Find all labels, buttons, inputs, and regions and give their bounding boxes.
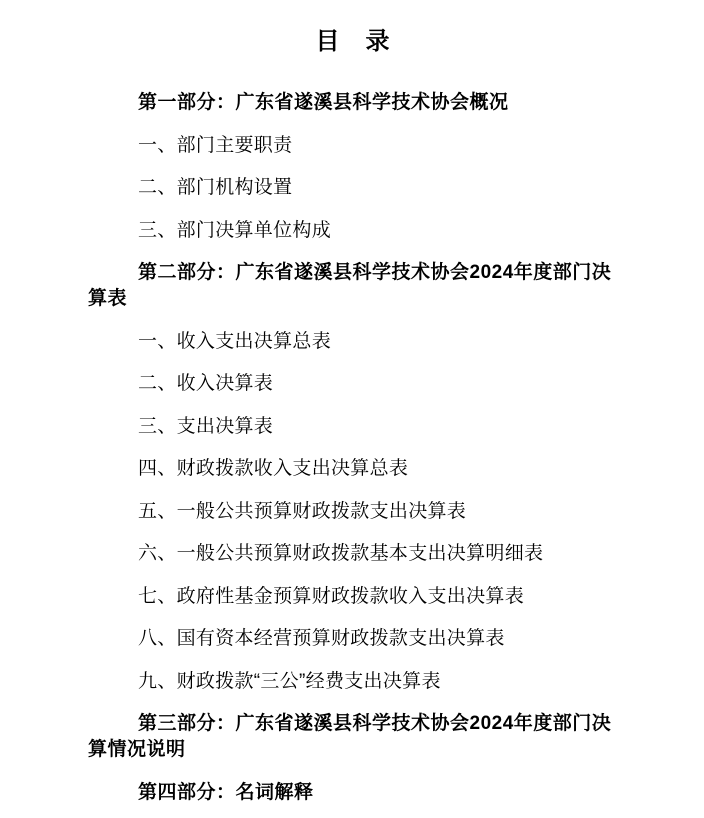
toc-section-1 (88, 90, 618, 244)
toc-section-heading: 第一部分：广东省遂溪县科学技术协会概况 (138, 92, 509, 113)
toc-item: 八、国有资本经营预算财政拨款支出决算表 (138, 628, 505, 649)
toc-section-heading: 第二部分：广东省遂溪县科学技术协会2024年度部门决算表 (88, 262, 612, 309)
toc-item: 一、部门主要职责 (138, 134, 293, 156)
toc-item: 九、财政拨款“三公”经费支出决算表 (138, 670, 441, 692)
toc-section-4 (88, 780, 618, 806)
toc-item: 三、支出决算表 (138, 415, 274, 437)
toc-item: 二、收入决算表 (138, 373, 274, 394)
toc-item: 二、部门机构设置 (138, 177, 293, 198)
toc-item: 七、政府性基金预算财政拨款收入支出决算表 (138, 585, 525, 607)
toc-item: 一、收入支出决算总表 (138, 330, 332, 352)
toc-item: 六、一般公共预算财政拨款基本支出决算明细表 (138, 543, 544, 564)
toc-section-3 (88, 711, 618, 763)
toc-section-2 (88, 260, 618, 695)
page-title: 目 录 (315, 28, 391, 55)
toc-section-heading: 第三部分：广东省遂溪县科学技术协会2024年度部门决算情况说明 (88, 713, 612, 760)
toc-section-heading: 第四部分：名词解释 (138, 781, 314, 803)
toc-item: 四、财政拨款收入支出决算总表 (138, 458, 409, 479)
toc-item: 三、部门决算单位构成 (138, 219, 332, 241)
toc-item: 五、一般公共预算财政拨款支出决算表 (138, 500, 467, 522)
